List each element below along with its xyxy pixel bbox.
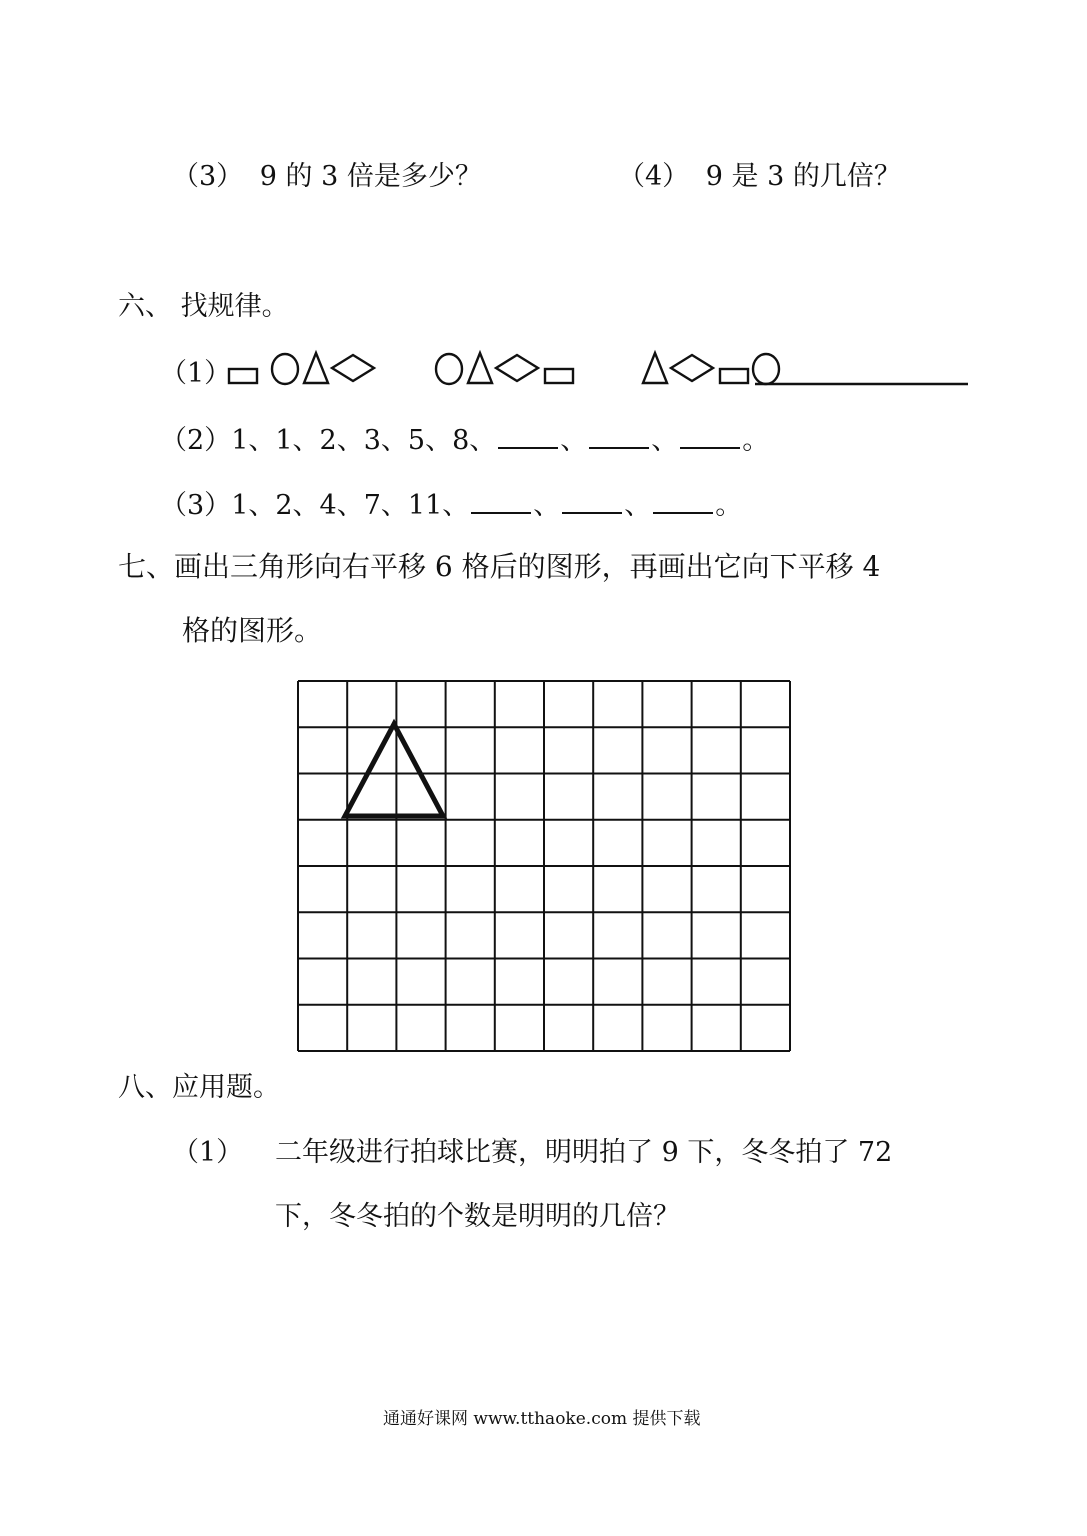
triangle-shape (304, 353, 328, 383)
p2-sequence: 1、1、2、3、5、8、 (231, 425, 497, 456)
p3-sequence: 1、2、4、7、11、 (231, 490, 470, 521)
p2-separator: 、 (560, 425, 588, 456)
p2-label: （2） (160, 425, 232, 456)
q5-item3-number: （3） (172, 161, 244, 192)
p3-label: （3） (160, 490, 232, 521)
p2-blank-1[interactable] (498, 425, 558, 449)
p3-blank-3[interactable] (653, 490, 713, 514)
diamond-shape (496, 355, 538, 381)
diamond-shape (671, 355, 713, 381)
p3-end: 。 (715, 490, 743, 521)
section6-p1-label: （1） (160, 358, 232, 389)
q1-line1: 二年级进行拍球比赛，明明拍了 9 下，冬冬拍了 72 (275, 1137, 893, 1168)
q1-label: （1） (172, 1137, 244, 1168)
q5-item3 (172, 163, 482, 190)
pattern-shapes-svg (215, 345, 975, 395)
section8-heading: 八、应用题。 (118, 1072, 280, 1103)
rectangle-shape (720, 369, 748, 383)
circle-shape (272, 354, 298, 384)
triangle-shape (643, 353, 667, 383)
grid-lines (298, 681, 790, 1051)
rectangle-shape (229, 369, 257, 383)
q5-item4 (618, 163, 901, 190)
p2-separator: 、 (651, 425, 679, 456)
section6-heading: 六、 找规律。 (118, 291, 289, 322)
diamond-shape (332, 355, 374, 381)
p3-blank-1[interactable] (471, 490, 531, 514)
footer-text: 通通好课网 www.tthaoke.com 提供下载 (383, 1409, 701, 1429)
p3-separator: 、 (624, 490, 652, 521)
q5-item3-text: 9 的 3 倍是多少？ (259, 161, 482, 192)
p3-blank-2[interactable] (562, 490, 622, 514)
q5-item4-text: 9 是 3 的几倍？ (705, 161, 901, 192)
section7-line1: 七、画出三角形向右平移 6 格后的图形，再画出它向下平移 4 (118, 550, 881, 583)
triangle-shape (468, 353, 492, 383)
triangle-figure (345, 724, 443, 816)
section7-line2: 格的图形。 (182, 614, 323, 647)
circle-shape (436, 354, 462, 384)
section6-p3 (160, 490, 742, 519)
p2-blank-3[interactable] (680, 425, 740, 449)
q1-line2: 下，冬冬拍的个数是明明的几倍？ (275, 1201, 680, 1232)
p3-separator: 、 (533, 490, 561, 521)
p2-end: 。 (742, 425, 770, 456)
translation-grid[interactable] (296, 679, 792, 1053)
rectangle-shape (545, 369, 573, 383)
section6-p2 (160, 425, 769, 454)
circle-shape (753, 354, 779, 384)
p2-blank-2[interactable] (589, 425, 649, 449)
q5-item4-number: （4） (618, 161, 690, 192)
